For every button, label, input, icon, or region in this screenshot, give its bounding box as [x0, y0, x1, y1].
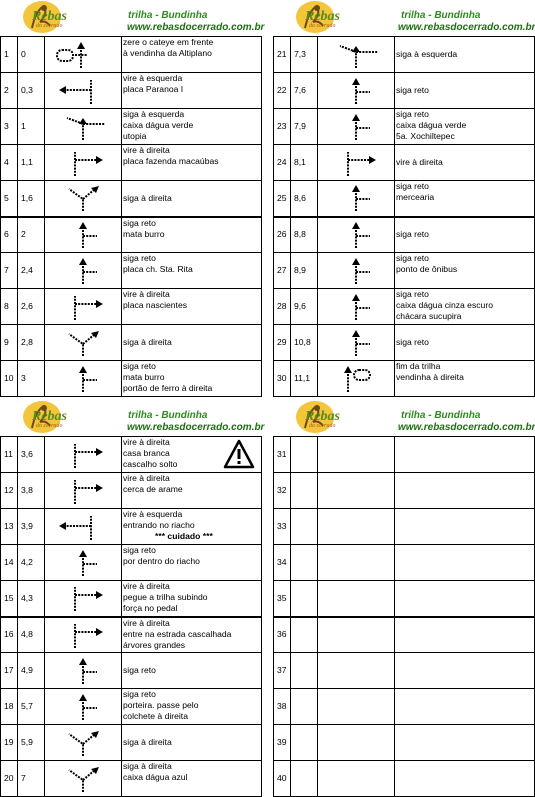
km-value: 2,8 [18, 325, 45, 361]
km-value [291, 761, 318, 797]
instruction-cell [122, 289, 262, 325]
table-row [1, 545, 262, 581]
km-value: 0,3 [18, 73, 45, 109]
instruction-cell [395, 509, 535, 545]
km-value: 7,3 [291, 37, 318, 73]
step-number: 40 [274, 761, 291, 797]
table-row [1, 73, 262, 109]
km-value: 9,6 [291, 289, 318, 325]
km-value: 1 [18, 109, 45, 145]
turn-right-icon [45, 581, 122, 617]
table-row [274, 73, 535, 109]
table-row [1, 473, 262, 509]
step-number: 12 [1, 473, 18, 509]
warning-note: *** cuidado *** [155, 531, 213, 541]
instruction-cell [122, 325, 262, 361]
instruction-line: mercearia [396, 192, 435, 202]
instruction-cell [395, 217, 535, 253]
instruction-cell [395, 181, 535, 217]
roadbook-table [273, 436, 535, 797]
instruction-line: força no pedal [123, 603, 178, 613]
instruction-line: caixa dágua verde [123, 120, 194, 130]
table-row [274, 545, 535, 581]
instruction-cell [395, 437, 535, 473]
instruction-cell [122, 145, 262, 181]
straight-icon [318, 73, 395, 109]
table-row [1, 145, 262, 181]
instruction-cell [122, 361, 262, 397]
km-value: 3 [18, 361, 45, 397]
km-value: 5,7 [18, 689, 45, 725]
step-number: 2 [1, 73, 18, 109]
instruction-line: fim da trilha [396, 361, 441, 371]
roadbook-panel [0, 0, 265, 397]
instruction-line: 5a. Xochiltepec [396, 131, 455, 141]
instruction-cell [395, 253, 535, 289]
roadbook-panel [273, 0, 535, 397]
instruction-line: siga à direita [123, 737, 172, 747]
table-row [1, 253, 262, 289]
instruction-line: vire à direita [123, 289, 170, 299]
step-number: 37 [274, 653, 291, 689]
empty-icon-cell [318, 689, 395, 725]
empty-icon-cell [318, 545, 395, 581]
straight-icon [45, 361, 122, 397]
step-number: 28 [274, 289, 291, 325]
keep-left-icon [318, 37, 395, 73]
instruction-line: vire à direita [123, 437, 170, 447]
empty-icon-cell [318, 761, 395, 797]
table-row [1, 289, 262, 325]
table-row [1, 37, 262, 73]
km-value: 8,6 [291, 181, 318, 217]
instruction-line: vire à esquerda [123, 509, 183, 519]
instruction-line: siga reto [123, 689, 156, 699]
table-row [1, 361, 262, 397]
roadbook-panel [0, 400, 265, 797]
trail-title: trilha - Bundinha [401, 10, 481, 21]
km-value [291, 689, 318, 725]
fork-right-icon [45, 761, 122, 797]
step-number: 26 [274, 217, 291, 253]
table-row [1, 217, 262, 253]
instruction-line: siga reto [123, 545, 156, 555]
step-number: 14 [1, 545, 18, 581]
instruction-line: siga à direita [123, 192, 172, 203]
step-number: 9 [1, 325, 18, 361]
step-number: 27 [274, 253, 291, 289]
instruction-line: siga reto [123, 665, 156, 675]
instruction-cell [395, 617, 535, 653]
step-number: 13 [1, 509, 18, 545]
table-row [274, 689, 535, 725]
table-row [274, 509, 535, 545]
instruction-line: siga reto [396, 289, 429, 299]
trail-title: trilha - Bundinha [128, 410, 208, 421]
logo-subtext: do cerrado [36, 23, 63, 29]
km-value: 3,8 [18, 473, 45, 509]
table-row [1, 437, 262, 473]
instruction-line: vire à direita [123, 581, 170, 591]
instruction-line: siga reto [123, 361, 156, 371]
km-value [291, 437, 318, 473]
step-number: 24 [274, 145, 291, 181]
instruction-line: vendinha à direita [396, 372, 464, 382]
instruction-line: utopia [123, 131, 147, 141]
instruction-line: siga à esquerda [123, 109, 185, 119]
logo-text: Rebas [305, 409, 340, 424]
km-value [291, 509, 318, 545]
trail-title: trilha - Bundinha [401, 410, 481, 421]
step-number: 31 [274, 437, 291, 473]
table-row [1, 325, 262, 361]
empty-icon-cell [318, 437, 395, 473]
instruction-cell [122, 217, 262, 253]
empty-icon-cell [318, 653, 395, 689]
straight-icon [45, 545, 122, 581]
step-number: 22 [274, 73, 291, 109]
turn-right-icon [45, 473, 122, 509]
table-row [274, 617, 535, 653]
instruction-line: vire à esquerda [123, 73, 183, 83]
table-row [274, 289, 535, 325]
instruction-line: siga reto [396, 253, 429, 263]
instruction-cell [122, 437, 262, 473]
roadbook-table [0, 436, 262, 797]
km-value: 11,1 [291, 361, 318, 397]
instruction-cell [122, 181, 262, 217]
instruction-line: portão de ferro à direita [123, 383, 213, 393]
table-row [274, 361, 535, 397]
km-value: 3,6 [18, 437, 45, 473]
step-number: 29 [274, 325, 291, 361]
instruction-line: vire à direita [123, 617, 170, 628]
km-value [291, 617, 318, 653]
panel-header [273, 400, 535, 436]
table-row [274, 581, 535, 617]
instruction-cell [395, 581, 535, 617]
instruction-cell [395, 689, 535, 725]
km-value: 2,4 [18, 253, 45, 289]
instruction-cell [122, 545, 262, 581]
km-value: 4,9 [18, 653, 45, 689]
instruction-line: árvores grandes [123, 639, 186, 650]
empty-icon-cell [318, 725, 395, 761]
fork-right-icon [45, 325, 122, 361]
instruction-cell [122, 253, 262, 289]
warning-icon [223, 439, 255, 472]
instruction-line: siga reto [396, 181, 429, 191]
step-number: 33 [274, 509, 291, 545]
instruction-line: chácara sucupira [396, 311, 462, 321]
step-number: 34 [274, 545, 291, 581]
instruction-line: mata burro [123, 228, 165, 239]
table-row [1, 109, 262, 145]
table-row [1, 181, 262, 217]
straight-icon [45, 253, 122, 289]
instruction-line: cascalho solto [123, 459, 178, 469]
turn-right-icon [318, 145, 395, 181]
trail-title: trilha - Bundinha [128, 10, 208, 21]
km-value [291, 473, 318, 509]
instruction-line: siga à direita [123, 337, 172, 347]
table-row [274, 217, 535, 253]
instruction-cell [395, 37, 535, 73]
site-url[interactable]: www.rebasdocerrado.com.br [398, 22, 535, 33]
turn-right-icon [45, 617, 122, 653]
instruction-cell [395, 761, 535, 797]
instruction-line: caixa dágua verde [396, 120, 467, 130]
panel-header [273, 0, 535, 36]
instruction-line: porteira. passe pelo [123, 700, 199, 710]
fork-right-icon [45, 725, 122, 761]
straight-icon [318, 289, 395, 325]
instruction-line: placa fazenda macaúbas [123, 156, 219, 166]
instruction-line: pegue a trilha subindo [123, 592, 208, 602]
site-url[interactable]: www.rebasdocerrado.com.br [127, 22, 265, 33]
step-number: 10 [1, 361, 18, 397]
km-value [291, 545, 318, 581]
straight-icon [318, 217, 395, 253]
instruction-cell [122, 689, 262, 725]
table-row [1, 617, 262, 653]
km-value: 8,9 [291, 253, 318, 289]
roadbook-panel [273, 400, 535, 797]
km-value [291, 653, 318, 689]
instruction-cell [395, 73, 535, 109]
instruction-line: placa nascientes [123, 300, 188, 310]
logo-subtext: do cerrado [309, 23, 336, 29]
instruction-line: siga à direita [123, 761, 172, 771]
step-number: 8 [1, 289, 18, 325]
instruction-line: por dentro do riacho [123, 556, 200, 566]
site-url[interactable]: www.rebasdocerrado.com.br [127, 422, 265, 433]
instruction-cell [395, 289, 535, 325]
logo-text: Rebas [32, 9, 67, 24]
instruction-line: vire à direita [123, 145, 170, 155]
km-value: 1,1 [18, 145, 45, 181]
table-row [1, 689, 262, 725]
instruction-line: siga à esquerda [396, 49, 458, 59]
table-row [274, 725, 535, 761]
step-number: 20 [1, 761, 18, 797]
logo-text: Rebas [32, 409, 67, 424]
step-number: 11 [1, 437, 18, 473]
instruction-cell [122, 725, 262, 761]
instruction-cell [122, 761, 262, 797]
km-value: 8,1 [291, 145, 318, 181]
instruction-cell [122, 37, 262, 73]
km-value [291, 725, 318, 761]
turn-right-icon [45, 289, 122, 325]
instruction-cell [395, 653, 535, 689]
straight-icon [45, 653, 122, 689]
turn-right-icon [45, 437, 122, 473]
instruction-line: mata burro [123, 372, 165, 382]
instruction-line: caixa dágua cinza escuro [396, 300, 493, 310]
instruction-cell [122, 73, 262, 109]
step-number: 32 [274, 473, 291, 509]
roadbook-table [273, 36, 535, 397]
table-row [274, 181, 535, 217]
km-value: 7,9 [291, 109, 318, 145]
step-number: 19 [1, 725, 18, 761]
table-row [274, 761, 535, 797]
finish-icon [318, 361, 395, 397]
instruction-line: ponto de ônibus [396, 264, 458, 274]
empty-icon-cell [318, 509, 395, 545]
table-row [1, 725, 262, 761]
panel-header [0, 400, 265, 436]
instruction-line: siga reto [123, 253, 156, 263]
instruction-line: siga reto [396, 229, 429, 240]
instruction-cell [395, 545, 535, 581]
instruction-cell [122, 617, 262, 653]
km-value: 2,6 [18, 289, 45, 325]
step-number: 6 [1, 217, 18, 253]
step-number: 7 [1, 253, 18, 289]
km-value: 4,8 [18, 617, 45, 653]
instruction-line: vire à direita [123, 473, 170, 483]
step-number: 25 [274, 181, 291, 217]
table-row [274, 653, 535, 689]
instruction-line: casa branca [123, 448, 170, 458]
step-number: 35 [274, 581, 291, 617]
table-row [274, 473, 535, 509]
table-row [274, 325, 535, 361]
table-row [1, 761, 262, 797]
km-value: 4,2 [18, 545, 45, 581]
instruction-cell [122, 109, 262, 145]
straight-icon [318, 181, 395, 217]
keep-left-icon [45, 109, 122, 145]
step-number: 18 [1, 689, 18, 725]
table-row [274, 253, 535, 289]
step-number: 36 [274, 617, 291, 653]
panel-header [0, 0, 265, 36]
straight-icon [45, 689, 122, 725]
empty-icon-cell [318, 581, 395, 617]
straight-icon [318, 325, 395, 361]
straight-icon [45, 217, 122, 253]
straight-icon [318, 253, 395, 289]
instruction-cell [122, 581, 262, 617]
instruction-line: siga reto [396, 337, 429, 347]
instruction-cell [122, 473, 262, 509]
table-row [1, 653, 262, 689]
step-number: 30 [274, 361, 291, 397]
table-row [1, 509, 262, 545]
instruction-cell [122, 509, 262, 545]
instruction-line: siga reto [123, 217, 156, 228]
turn-left-icon [45, 509, 122, 545]
instruction-cell [122, 653, 262, 689]
instruction-line: vire à direita [396, 157, 443, 167]
instruction-line: placa Paranoa I [123, 84, 184, 94]
km-value: 4,3 [18, 581, 45, 617]
step-number: 17 [1, 653, 18, 689]
logo-text: Rebas [305, 9, 340, 24]
step-number: 16 [1, 617, 18, 653]
instruction-cell [395, 473, 535, 509]
instruction-cell [395, 361, 535, 397]
start-icon [45, 37, 122, 73]
step-number: 39 [274, 725, 291, 761]
roadbook-table [0, 36, 262, 397]
instruction-line: zere o cateye em frente [123, 37, 214, 47]
km-value: 7 [18, 761, 45, 797]
instruction-line: siga reto [396, 109, 429, 119]
table-row [274, 109, 535, 145]
step-number: 15 [1, 581, 18, 617]
table-row [274, 437, 535, 473]
site-url[interactable]: www.rebasdocerrado.com.br [398, 422, 535, 433]
instruction-cell [395, 325, 535, 361]
empty-icon-cell [318, 617, 395, 653]
table-row [1, 581, 262, 617]
table-row [274, 145, 535, 181]
instruction-line: à vendinha da Altiplano [123, 48, 212, 58]
km-value: 1,6 [18, 181, 45, 217]
instruction-cell [395, 109, 535, 145]
km-value: 7,6 [291, 73, 318, 109]
km-value: 5,9 [18, 725, 45, 761]
instruction-line: placa ch. Sta. Rita [123, 264, 193, 274]
empty-icon-cell [318, 473, 395, 509]
instruction-line: colchete à direita [123, 711, 188, 721]
km-value: 0 [18, 37, 45, 73]
km-value: 2 [18, 217, 45, 253]
km-value: 3,9 [18, 509, 45, 545]
turn-left-icon [45, 73, 122, 109]
logo-subtext: do cerrado [36, 423, 63, 429]
step-number: 4 [1, 145, 18, 181]
turn-right-icon [45, 145, 122, 181]
km-value [291, 581, 318, 617]
instruction-line: cerca de arame [123, 484, 183, 494]
step-number: 5 [1, 181, 18, 217]
km-value: 8,8 [291, 217, 318, 253]
km-value: 10,8 [291, 325, 318, 361]
step-number: 1 [1, 37, 18, 73]
step-number: 23 [274, 109, 291, 145]
instruction-line: caixa dágua azul [123, 772, 188, 782]
instruction-cell [395, 725, 535, 761]
logo-subtext: do cerrado [309, 423, 336, 429]
step-number: 38 [274, 689, 291, 725]
step-number: 21 [274, 37, 291, 73]
instruction-cell [395, 145, 535, 181]
straight-icon [318, 109, 395, 145]
instruction-line: entre na estrada cascalhada [123, 628, 232, 639]
instruction-line: siga reto [396, 85, 429, 95]
fork-right-icon [45, 181, 122, 217]
table-row [274, 37, 535, 73]
instruction-line: entrando no riacho [123, 520, 195, 530]
step-number: 3 [1, 109, 18, 145]
